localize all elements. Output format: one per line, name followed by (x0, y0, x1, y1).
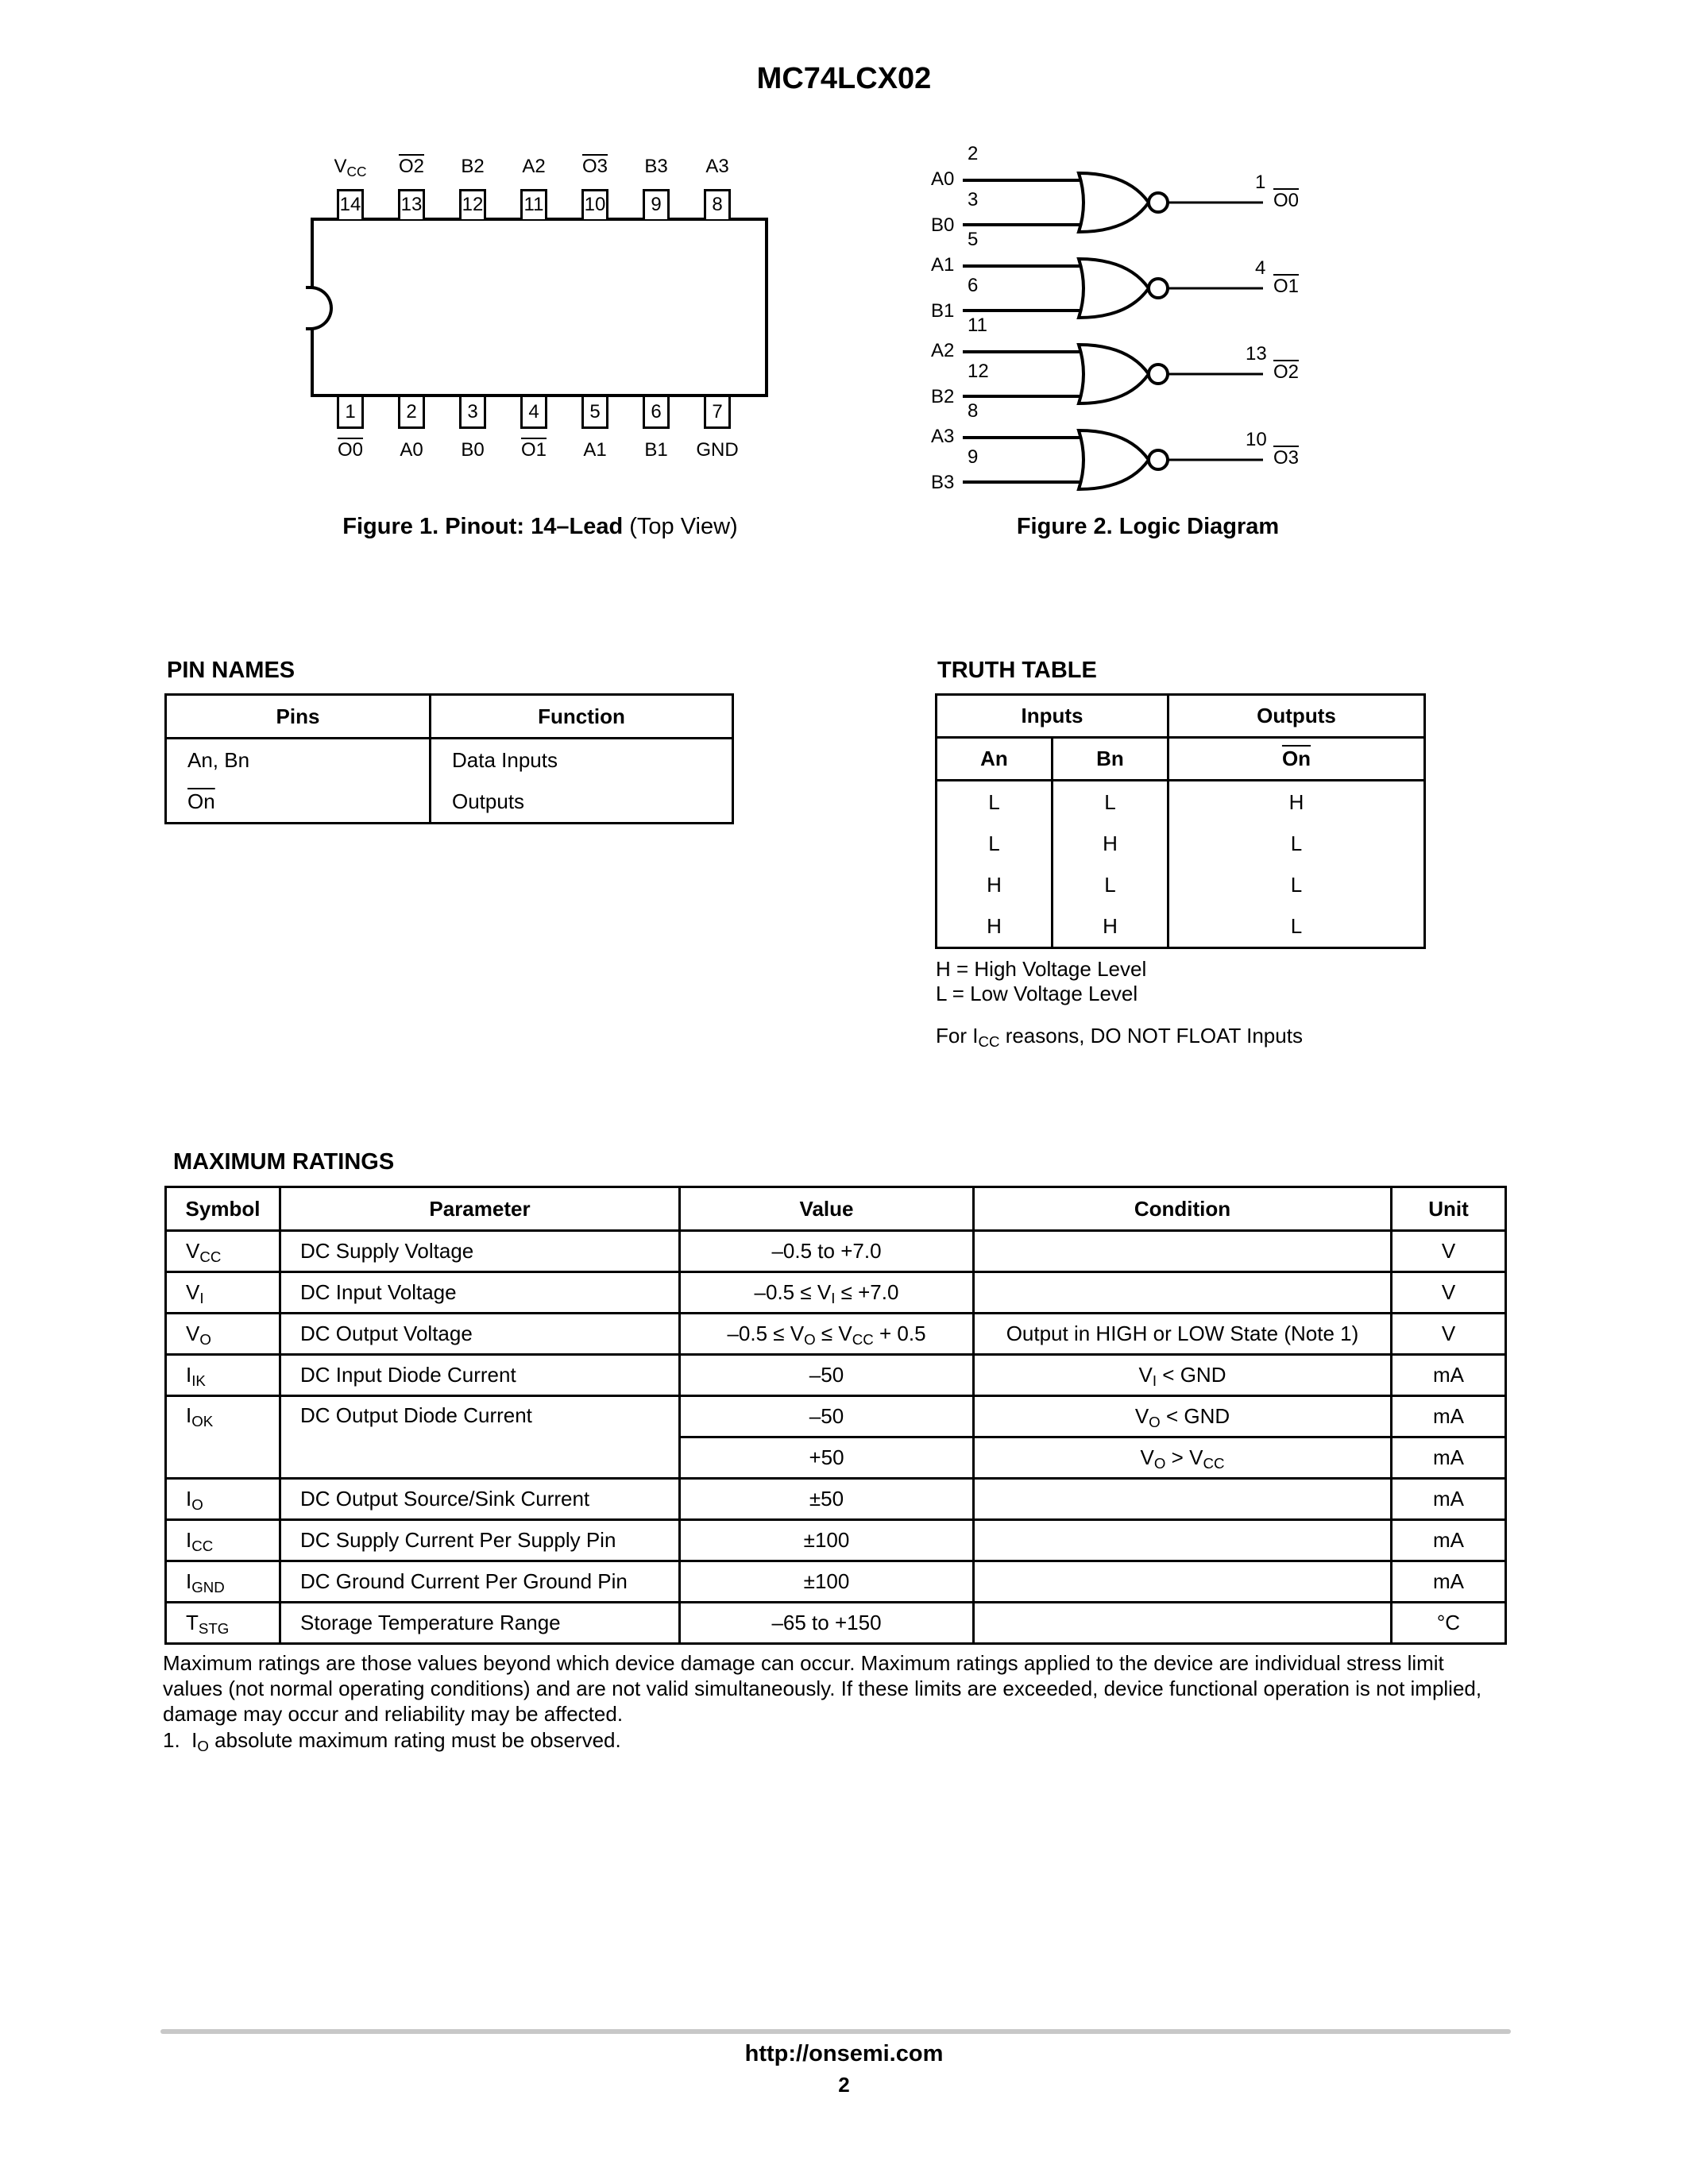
chip-body (311, 218, 768, 397)
float-inputs-note: For $I_{CC}$ reasons, DO NOT FLOAT Inputs (936, 1024, 1303, 1051)
table-row (166, 1603, 1506, 1644)
function-cell: Outputs (431, 781, 733, 824)
table-row (166, 739, 733, 781)
figure1-caption-light: (Top View) (623, 514, 738, 539)
unit-cell: V (1392, 1231, 1506, 1272)
truth-cell: H (937, 864, 1053, 905)
unit-cell: V (1392, 1314, 1506, 1355)
column-header-an: An (937, 738, 1053, 781)
column-header-unit: Unit (1392, 1187, 1506, 1231)
column-header-function: Function (431, 695, 733, 739)
column-header-on: $\overline{On}$ (1168, 738, 1425, 781)
unit-cell: V (1392, 1272, 1506, 1314)
output-label-O3: O3 (1273, 447, 1300, 469)
truth-note-high: H = High Voltage Level (936, 957, 1147, 981)
table-row (937, 864, 1425, 905)
parameter-cell: DC Input Diode Current (280, 1355, 680, 1396)
table-row (937, 781, 1425, 824)
truth-cell: H (1168, 781, 1425, 824)
table-row (937, 823, 1425, 864)
input-label-A0: A0 (931, 168, 955, 190)
pin-6: 6 (643, 397, 670, 429)
truth-cell: H (1053, 823, 1168, 864)
pin-names-table (164, 693, 734, 824)
condition-cell (974, 1272, 1392, 1314)
figure1-caption-bold: Figure 1. Pinout: 14–Lead (342, 514, 624, 539)
symbol-cell: $V_O$ (166, 1314, 280, 1355)
column-header-value: Value (680, 1187, 974, 1231)
column-header-condition: Condition (974, 1187, 1392, 1231)
unit-cell: mA (1392, 1561, 1506, 1603)
output-pin-number: 4 (1255, 257, 1266, 279)
symbol-cell: $I_{GND}$ (166, 1561, 280, 1603)
pin-label-3: B0 (461, 439, 485, 461)
condition-cell: $V_O$ < GND (974, 1396, 1392, 1437)
symbol-cell: $I_O$ (166, 1479, 280, 1520)
pin-5: 5 (581, 397, 608, 429)
pin-names-heading: PIN NAMES (167, 658, 295, 683)
input-pin-number: 6 (968, 275, 979, 296)
table-row (166, 1520, 1506, 1561)
max-ratings-table (164, 1186, 1507, 1645)
table-row (166, 1479, 1506, 1520)
pin-10: 10 (581, 189, 608, 219)
table-row (166, 1396, 1506, 1437)
input-pin-number: 11 (968, 314, 987, 336)
symbol-cell: $V_{CC}$ (166, 1231, 280, 1272)
value-cell: ±50 (680, 1479, 974, 1520)
truth-table (935, 693, 1426, 949)
function-cell: Data Inputs (431, 739, 733, 781)
symbol-cell: $I_{OK}$ (166, 1396, 280, 1479)
footer-divider (160, 2029, 1511, 2034)
table-row (166, 781, 733, 824)
max-ratings-heading: MAXIMUM RATINGS (173, 1149, 395, 1175)
column-header-bn: Bn (1053, 738, 1168, 781)
input-label-B3: B3 (931, 472, 955, 493)
document-title: MC74LCX02 (756, 62, 932, 95)
pin-label-14: $V_{CC}$ (334, 156, 367, 179)
value-cell: $-0.5 \le V_O \le V_{CC} + 0.5$ (680, 1314, 974, 1355)
pin-label-6: B1 (644, 439, 668, 461)
pin-label-4: O1 (520, 439, 547, 461)
pin-14: 14 (337, 189, 364, 219)
condition-cell: Output in HIGH or LOW State (Note 1) (974, 1314, 1392, 1355)
input-label-B2: B2 (931, 386, 955, 407)
parameter-cell: DC Output Voltage (280, 1314, 680, 1355)
input-pin-number: 9 (968, 446, 979, 468)
value-cell: –50 (680, 1396, 974, 1437)
input-label-B0: B0 (931, 214, 955, 236)
input-pin-number: 2 (968, 143, 979, 164)
page-number: 2 (838, 2073, 850, 2097)
parameter-cell: DC Ground Current Per Ground Pin (280, 1561, 680, 1603)
group-header-outputs: Outputs (1168, 695, 1425, 738)
pin-8: 8 (704, 189, 731, 219)
pin-cell: $\overline{On}$ (166, 781, 431, 824)
pin-cell: An, Bn (166, 739, 431, 781)
unit-cell: mA (1392, 1437, 1506, 1479)
truth-cell: L (937, 823, 1053, 864)
table-row (166, 1272, 1506, 1314)
symbol-cell: $I_{CC}$ (166, 1520, 280, 1561)
pin-label-9: B3 (644, 156, 668, 177)
input-pin-number: 5 (968, 229, 979, 250)
value-cell: –65 to +150 (680, 1603, 974, 1644)
pin-3: 3 (459, 397, 486, 429)
figure1-caption (310, 514, 771, 540)
condition-cell (974, 1603, 1392, 1644)
max-ratings-footnote: Maximum ratings are those values beyond which device damage can occur. Maximum ratings applied to the device are individual stress limit values (not normal operating conditions) and are not valid simultaneously. If these limits are exceeded, device functional operation is not implied, damage may occur and reliability may be affected. (163, 1651, 1482, 1726)
value-cell: –0.5 to +7.0 (680, 1231, 974, 1272)
condition-cell: $V_O > V_{CC}$ (974, 1437, 1392, 1479)
value-cell: +50 (680, 1437, 974, 1479)
table-row (166, 1355, 1506, 1396)
truth-cell: H (1053, 905, 1168, 948)
pin-label-12: B2 (461, 156, 485, 177)
truth-cell: L (1168, 823, 1425, 864)
pin-label-1: O0 (337, 439, 363, 461)
condition-cell (974, 1561, 1392, 1603)
output-pin-number: 10 (1246, 429, 1267, 450)
parameter-cell: DC Supply Voltage (280, 1231, 680, 1272)
column-header-parameter: Parameter (280, 1187, 680, 1231)
unit-cell: °C (1392, 1603, 1506, 1644)
pin-7: 7 (704, 397, 731, 429)
truth-table-heading: TRUTH TABLE (937, 658, 1097, 683)
symbol-cell: $V_I$ (166, 1272, 280, 1314)
condition-cell (974, 1231, 1392, 1272)
truth-cell: L (937, 781, 1053, 824)
note-1: 1. $I_O$ absolute maximum rating must be observed. (163, 1728, 621, 1755)
pin-label-13: O2 (398, 156, 424, 177)
parameter-cell: DC Supply Current Per Supply Pin (280, 1520, 680, 1561)
table-row (937, 905, 1425, 948)
truth-cell: L (1168, 864, 1425, 905)
value-cell: ±100 (680, 1520, 974, 1561)
symbol-cell: $I_{IK}$ (166, 1355, 280, 1396)
table-row (166, 1314, 1506, 1355)
pin-label-10: O3 (581, 156, 608, 177)
pin-11: 11 (520, 189, 547, 219)
pin-label-2: A0 (400, 439, 423, 461)
parameter-cell: DC Input Voltage (280, 1272, 680, 1314)
parameter-cell: DC Output Source/Sink Current (280, 1479, 680, 1520)
unit-cell: mA (1392, 1355, 1506, 1396)
input-pin-number: 8 (968, 400, 979, 422)
condition-cell (974, 1520, 1392, 1561)
truth-note-low: L = Low Voltage Level (936, 982, 1138, 1005)
output-label-O2: O2 (1273, 361, 1300, 383)
input-pin-number: 3 (968, 189, 979, 210)
value-cell: $-0.5 \le V_I \le +7.0$ (680, 1272, 974, 1314)
value-cell: ±100 (680, 1561, 974, 1603)
table-row (166, 1561, 1506, 1603)
column-header-symbol: Symbol (166, 1187, 280, 1231)
input-pin-number: 12 (968, 361, 989, 382)
group-header-inputs: Inputs (937, 695, 1168, 738)
pin-12: 12 (459, 189, 486, 219)
pin-label-8: A3 (705, 156, 729, 177)
input-label-B1: B1 (931, 300, 955, 322)
pin-1: 1 (337, 397, 364, 429)
truth-cell: H (937, 905, 1053, 948)
pin-label-5: A1 (583, 439, 607, 461)
footer-url-link[interactable]: http://onsemi.com (744, 2041, 944, 2066)
input-label-A3: A3 (931, 426, 955, 447)
pin-9: 9 (643, 189, 670, 219)
output-label-O0: O0 (1273, 190, 1300, 211)
output-label-O1: O1 (1273, 276, 1300, 297)
truth-cell: L (1053, 781, 1168, 824)
condition-cell (974, 1479, 1392, 1520)
condition-cell: $V_I$ < GND (974, 1355, 1392, 1396)
unit-cell: mA (1392, 1479, 1506, 1520)
input-label-A2: A2 (931, 340, 955, 361)
figure2-caption: Figure 2. Logic Diagram (1016, 514, 1280, 539)
column-header-pins: Pins (166, 695, 431, 739)
pin-4: 4 (520, 397, 547, 429)
output-pin-number: 1 (1255, 172, 1266, 193)
truth-cell: L (1053, 864, 1168, 905)
value-cell: –50 (680, 1355, 974, 1396)
table-row (166, 1231, 1506, 1272)
symbol-cell: $T_{STG}$ (166, 1603, 280, 1644)
pin-13: 13 (398, 189, 425, 219)
parameter-cell: Storage Temperature Range (280, 1603, 680, 1644)
output-pin-number: 13 (1246, 343, 1267, 365)
truth-cell: L (1168, 905, 1425, 948)
pin-2: 2 (398, 397, 425, 429)
pin-label-7: GND (696, 439, 739, 461)
input-label-A1: A1 (931, 254, 955, 276)
unit-cell: mA (1392, 1396, 1506, 1437)
parameter-cell: DC Output Diode Current (280, 1396, 680, 1479)
pin-label-11: A2 (522, 156, 546, 177)
unit-cell: mA (1392, 1520, 1506, 1561)
